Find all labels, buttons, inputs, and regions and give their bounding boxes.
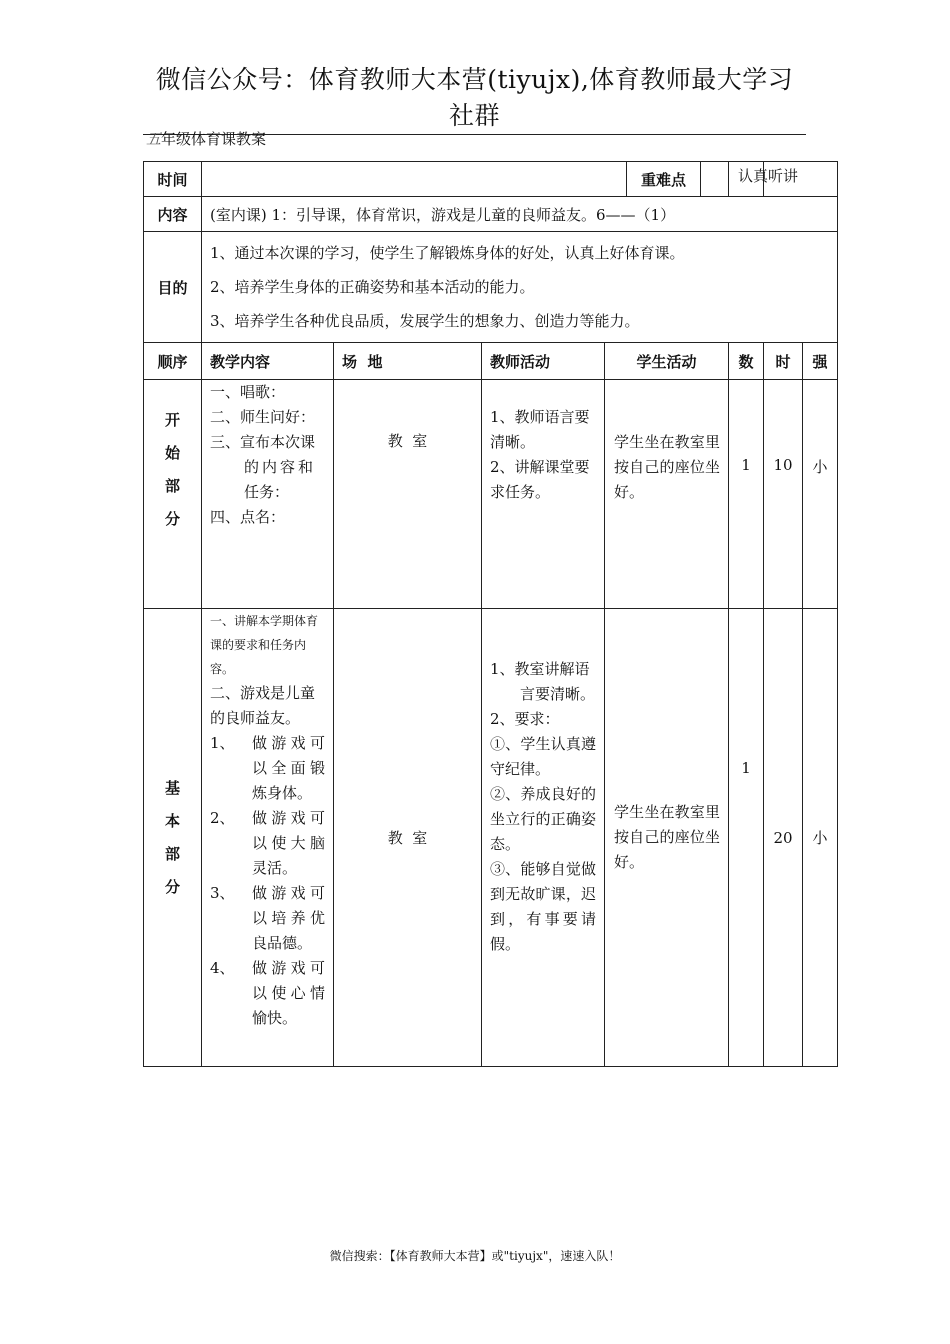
goal-list — [202, 232, 838, 343]
teacher-line: 1、教师语言要清晰。 — [490, 408, 590, 451]
order-char: 部 — [164, 477, 180, 495]
lesson-plan-subtitle — [146, 128, 266, 149]
section-order — [144, 609, 202, 1067]
teacher-line: 1、教室讲解语 — [490, 660, 590, 678]
item-number: 3、 — [210, 884, 235, 902]
col-teacher: 教师活动 — [482, 343, 605, 380]
section-student: 学生坐在教室里按自己的座位坐好。 — [605, 609, 729, 1067]
order-char: 始 — [164, 444, 180, 462]
section-count: 1 — [729, 609, 764, 1067]
section-count: 1 — [729, 380, 764, 609]
key-points-text: 认真听讲 — [737, 166, 798, 185]
teacher-line: 2、要求： — [490, 710, 560, 728]
order-char: 开 — [164, 411, 180, 429]
item-text: 做游戏可以培养优良品德。 — [252, 884, 325, 952]
goal-item: 1、通过本次课的学习，使学生了解锻炼身体的好处，认真上好体育课。 — [210, 244, 685, 262]
subtitle-text: 年级体育课教案 — [161, 130, 267, 148]
section-venue: 教 室 — [334, 609, 482, 1067]
section-intensity: 小 — [803, 609, 838, 1067]
item-text: 做游戏可以全面锻炼身体。 — [252, 734, 325, 802]
content-small: 一、讲解本学期体育课的要求和任务内容。 — [210, 614, 319, 676]
goal-label: 目的 — [144, 232, 202, 343]
section-time: 20 — [764, 609, 803, 1067]
goal-item: 3、培养学生各种优良品质，发展学生的想象力、创造力等能力。 — [210, 312, 640, 330]
section-teacher — [482, 380, 605, 609]
section-intensity: 小 — [803, 380, 838, 609]
col-intensity: 强 — [803, 343, 838, 380]
section-content — [202, 380, 334, 609]
content-numbered-item — [210, 881, 325, 956]
content-line: 三、宣布本次课 — [210, 433, 316, 451]
col-student: 学生活动 — [605, 343, 729, 380]
content-line: 二、师生问好： — [210, 408, 316, 426]
teacher-line: ①、学生认真遵守纪律。 — [490, 735, 596, 778]
section-teacher — [482, 609, 605, 1067]
column-header-row — [144, 343, 838, 380]
content-numbered-item — [210, 731, 325, 806]
content-line: 一、唱歌： — [210, 383, 286, 401]
page-header-title: 微信公众号：体育教师大本营(tiyujx),体育教师最大学习社群 — [143, 62, 806, 135]
section-row-start — [144, 380, 838, 609]
item-number: 1、 — [210, 734, 235, 752]
col-content: 教学内容 — [202, 343, 334, 380]
content-line: 二、游戏是儿童的良师益友。 — [210, 684, 316, 727]
section-time: 10 — [764, 380, 803, 609]
col-order: 顺序 — [144, 343, 202, 380]
item-number: 4、 — [210, 959, 235, 977]
content-numbered-item — [210, 956, 325, 1031]
col-time: 时 — [764, 343, 803, 380]
time-label: 时间 — [144, 162, 202, 197]
content-value: (室内课) 1：引导课，体育常识，游戏是儿童的良师益友。6——（1） — [202, 197, 838, 232]
goal-item: 2、培养学生身体的正确姿势和基本活动的能力。 — [210, 278, 535, 296]
item-number: 2、 — [210, 809, 235, 827]
section-order — [144, 380, 202, 609]
order-char: 分 — [164, 510, 180, 528]
lesson-plan-table — [143, 161, 838, 1067]
order-char: 部 — [164, 844, 180, 863]
content-numbered-item — [210, 806, 325, 881]
section-row-basic — [144, 609, 838, 1067]
order-char: 本 — [164, 811, 180, 830]
teacher-line: 2、讲解课堂要求任务。 — [490, 458, 590, 501]
content-line: 四、点名： — [210, 508, 286, 526]
key-points-label: 重难点 — [626, 162, 701, 196]
page-footer: 微信搜索：【体育教师大本营】或"tiyujx"，速速入队！ — [329, 1249, 621, 1263]
item-text: 做游戏可以使大脑灵活。 — [252, 809, 325, 877]
col-count: 数 — [729, 343, 764, 380]
order-char: 基 — [164, 778, 180, 797]
grade-number: 五 — [146, 130, 162, 148]
content-line: 任务： — [244, 483, 290, 501]
order-char: 分 — [164, 877, 180, 896]
section-content — [202, 609, 334, 1067]
col-venue: 场 地 — [334, 343, 482, 380]
teacher-line: 言要清晰。 — [520, 685, 596, 703]
content-line: 的内容和 — [244, 458, 317, 476]
goal-row — [144, 232, 838, 343]
item-text: 做游戏可以使心情愉快。 — [252, 959, 325, 1027]
teacher-line: ②、养成良好的坐立行的正确姿态。 — [490, 785, 596, 853]
content-label: 内容 — [144, 197, 202, 232]
teacher-line: ③、能够自觉做到无故旷课，迟到，有事要请假。 — [490, 860, 596, 953]
section-venue: 教 室 — [334, 380, 482, 609]
content-row — [144, 197, 838, 232]
section-student: 学生坐在教室里按自己的座位坐好。 — [605, 380, 729, 609]
